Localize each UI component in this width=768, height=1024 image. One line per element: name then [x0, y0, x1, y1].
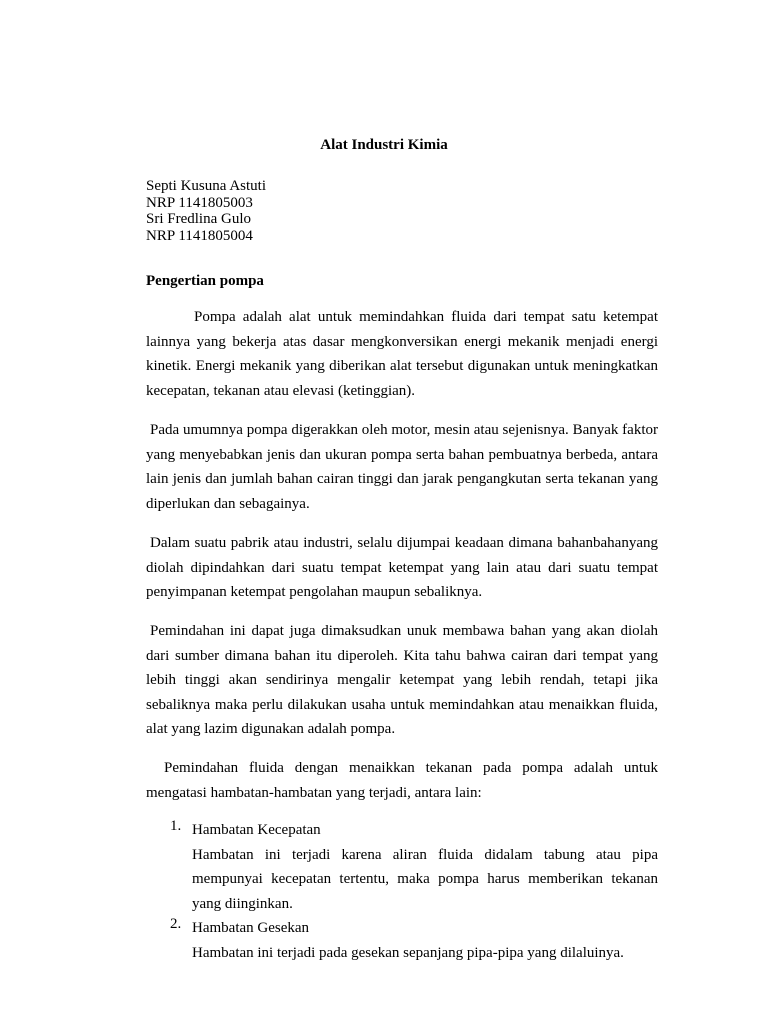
paragraph-2: Pada umumnya pompa digerakkan oleh motor, mesin atau sejenisnya. Banyak faktor yang menyebabkan jenis dan ukuran pompa serta bahan pembuatnya berbeda, antara lain jenis dan jumlah bahan cairan tinggi dan jarak pengangkutan serta tekanan yang diperlukan dan sebagainya. — [146, 422, 658, 512]
paragraph-3: Dalam suatu pabrik atau industri, selalu dijumpai keadaan dimana bahanbahanyang diolah dipindahkan dari suatu tempat ketempat yang lain atau dari suatu tempat penyimpanan ketempat pengolahan maupun sebaliknya. — [146, 535, 658, 600]
list-item — [146, 818, 658, 916]
document-title: Alat Industri Kimia — [320, 137, 448, 153]
author-name-1: Septi Kusuna Astuti — [146, 178, 267, 194]
author-name-2: Sri Fredlina Gulo — [146, 211, 251, 227]
list-item-number: 1. — [170, 818, 182, 834]
paragraph-4: Pemindahan ini dapat juga dimaksudkan unuk membawa bahan yang akan diolah dari sumber dimana bahan itu diperoleh. Kita tahu bahwa cairan dari tempat yang lebih tinggi akan sendirinya mengalir ketempat yang lebih rendah, tetapi jika sebaliknya maka perlu dilakukan usaha untuk memindahkan atau menaikkan fluida, alat yang lazim digunakan adalah pompa. — [146, 623, 658, 737]
author-block — [146, 178, 266, 244]
list-item-description: Hambatan ini terjadi karena aliran fluida didalam tabung atau pipa mempunyai kecepatan tertentu, maka pompa harus memberikan tekanan yang diinginkan. — [192, 846, 658, 912]
author-nrp-1: NRP 1141805003 — [146, 194, 253, 211]
list-item-title: Hambatan Gesekan — [192, 920, 310, 936]
obstacle-list — [146, 818, 658, 965]
paragraph-5: Pemindahan fluida dengan menaikkan tekanan pada pompa adalah untuk mengatasi hambatan-hambatan yang terjadi, antara lain: — [146, 760, 658, 801]
list-item-title: Hambatan Kecepatan — [192, 822, 321, 838]
section-heading: Pengertian pompa — [146, 273, 264, 289]
author-nrp-2: NRP 1141805004 — [146, 227, 253, 244]
list-item — [146, 916, 658, 965]
list-item-description: Hambatan ini terjadi pada gesekan sepanjang pipa-pipa yang dilaluinya. — [192, 944, 624, 961]
list-item-number: 2. — [170, 916, 182, 932]
paragraph-1: Pompa adalah alat untuk memindahkan fluida dari tempat satu ketempat lainnya yang bekerja atas dasar mengkonversikan energi mekanik menjadi energi kinetik. Energi mekanik yang diberikan alat tersebut digunakan untuk meningkatkan kecepatan, tekanan atau elevasi (ketinggian). — [146, 309, 658, 399]
